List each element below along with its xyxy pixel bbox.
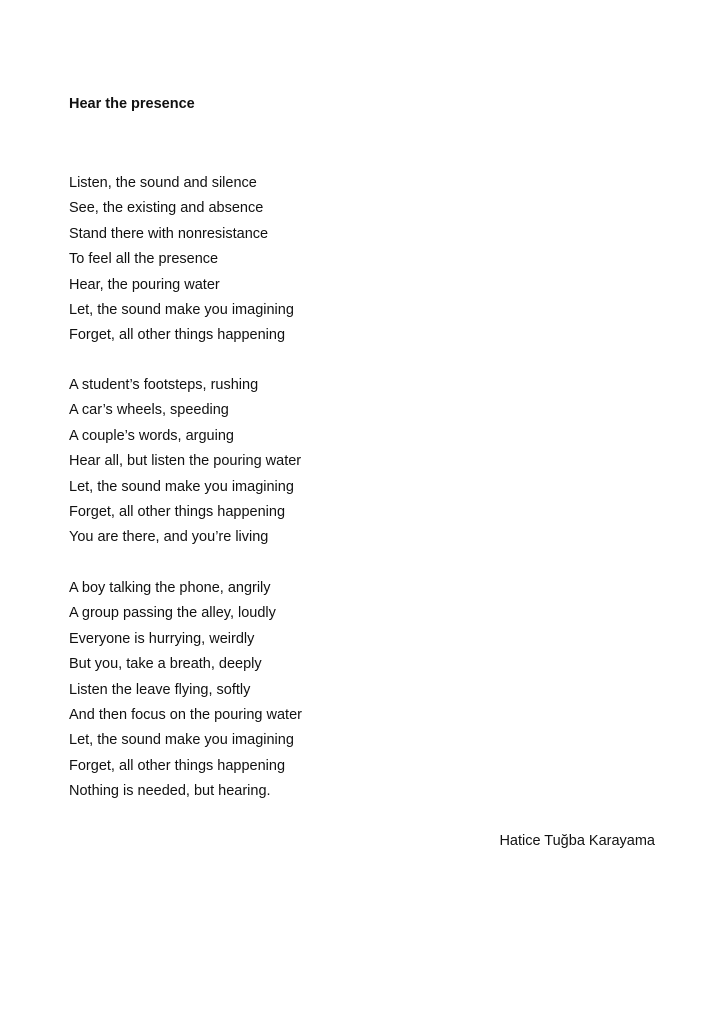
poem-line: Listen the leave flying, softly bbox=[69, 681, 251, 698]
poem-line: A car’s wheels, speeding bbox=[69, 402, 229, 419]
poem-line: Forget, all other things happening bbox=[69, 757, 286, 774]
stanza-1 bbox=[69, 171, 294, 349]
poem-line: Let, the sound make you imagining bbox=[69, 732, 294, 749]
poem-line: Let, the sound make you imagining bbox=[69, 478, 294, 495]
poem-line: A student’s footsteps, rushing bbox=[69, 377, 259, 393]
poem-line: Hear all, but listen the pouring water bbox=[69, 453, 302, 470]
poem-title: Hear the presence bbox=[69, 96, 195, 112]
poem-line: Listen, the sound and silence bbox=[69, 175, 257, 191]
poem-line: To feel all the presence bbox=[69, 251, 219, 268]
poem-line: Forget, all other things happening bbox=[69, 327, 286, 344]
poem-line: A boy talking the phone, angrily bbox=[69, 580, 271, 596]
poem-line: Let, the sound make you imagining bbox=[69, 302, 294, 319]
poem-line: But you, take a breath, deeply bbox=[69, 656, 262, 673]
poem-line: A couple’s words, arguing bbox=[69, 427, 234, 444]
stanza-2 bbox=[69, 373, 301, 551]
poem-line: Stand there with nonresistance bbox=[69, 225, 269, 242]
poem-line: See, the existing and absence bbox=[69, 200, 264, 217]
stanza-3 bbox=[69, 576, 302, 805]
poem-line: A group passing the alley, loudly bbox=[69, 605, 276, 622]
poem-line: Forget, all other things happening bbox=[69, 504, 286, 521]
poem-line: Hear, the pouring water bbox=[69, 276, 220, 293]
author-name: Hatice Tuğba Karayama bbox=[499, 833, 655, 849]
poem-line: Nothing is needed, but hearing. bbox=[69, 783, 271, 800]
poem-line: Everyone is hurrying, weirdly bbox=[69, 630, 255, 647]
poem-line: And then focus on the pouring water bbox=[69, 707, 302, 724]
poem-line: You are there, and you’re living bbox=[69, 529, 269, 546]
